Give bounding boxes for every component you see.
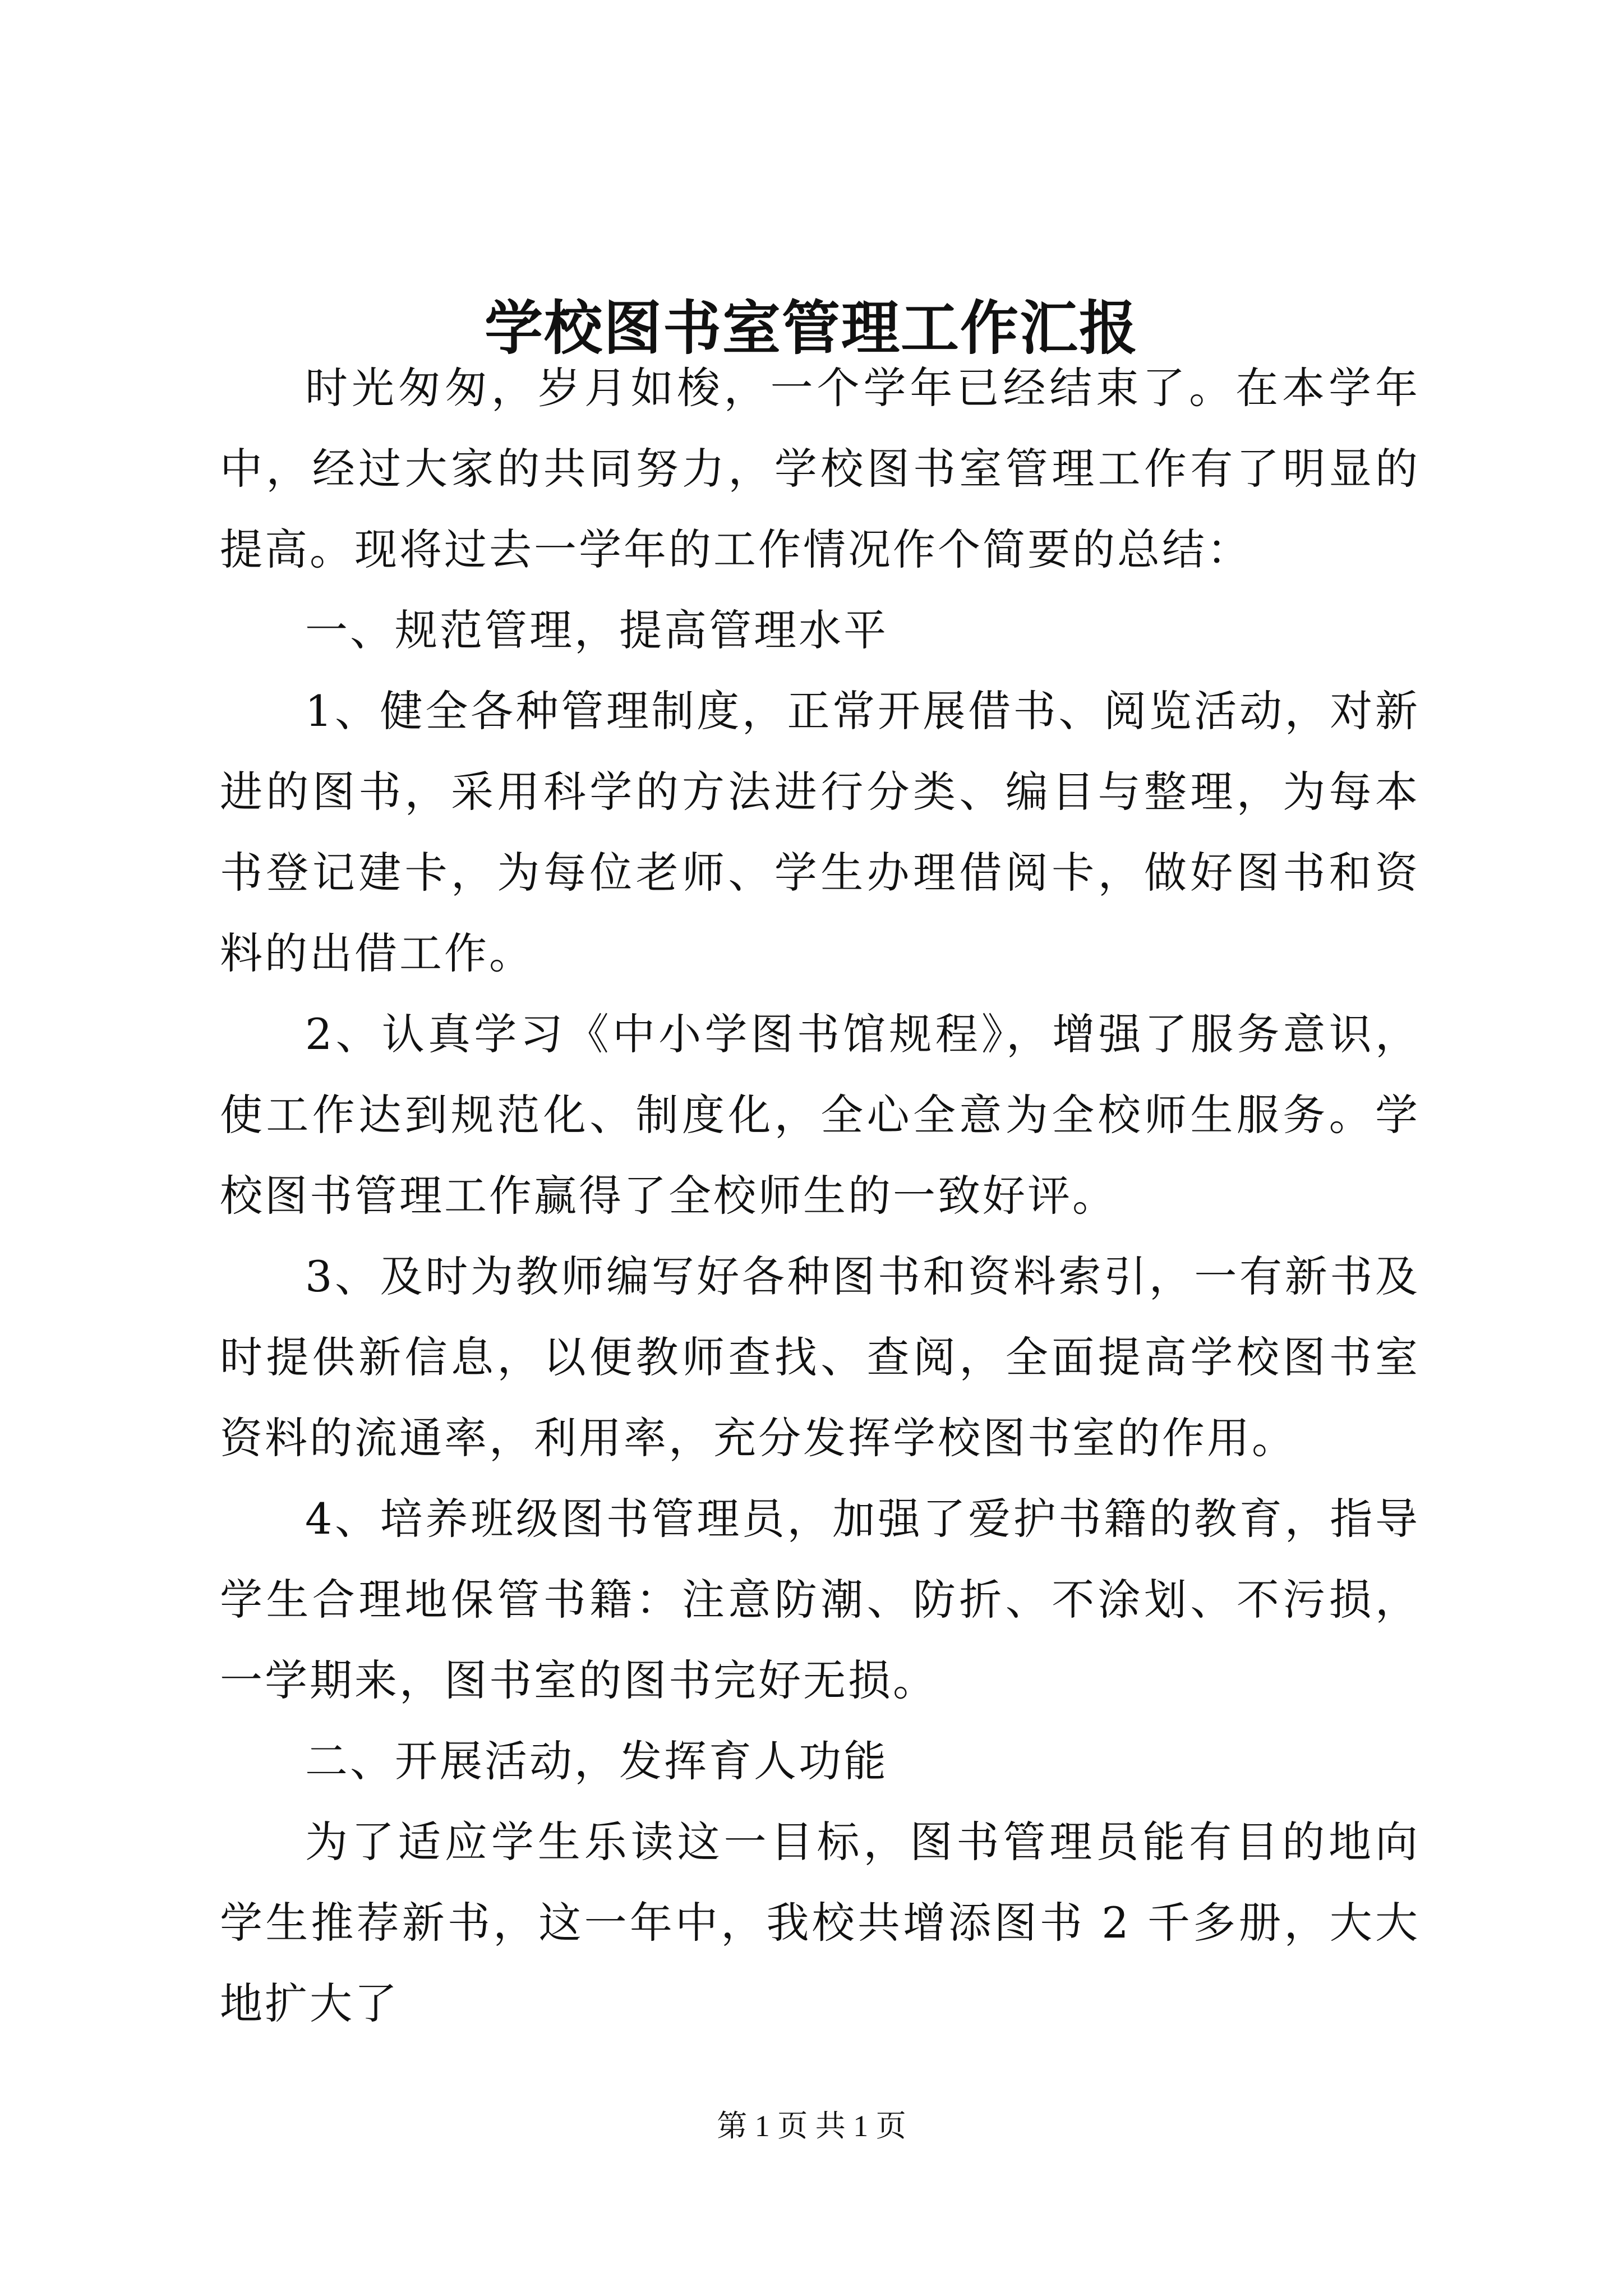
section-heading-2: 二、开展活动，发挥育人功能 [305,1736,888,1786]
document-title: 学校图书室管理工作汇报 [484,293,1138,362]
paragraph-item-1: 1、健全各种管理制度，正常开展借书、阅览活动，对新进的图书，采用科学的方法进行分类、编目与整理，为每本书登记建卡，为每位老师、学生办理借阅卡，做好图书和资料的出借工作。 [220,686,1420,978]
document-body [220,348,1420,2044]
paragraph-item-4: 4、培养班级图书管理员，加强了爱护书籍的教育，指导学生合理地保管书籍：注意防潮、防折、不涂划、不污损，一学期来，图书室的图书完好无损。 [220,1494,1420,1705]
section-heading-1: 一、规范管理，提高管理水平 [305,605,888,655]
paragraph-item-2: 2、认真学习《中小学图书馆规程》，增强了服务意识，使工作达到规范化、制度化，全心全意为全校师生服务。学校图书管理工作赢得了全校师生的一致好评。 [220,1009,1420,1221]
paragraph-activities: 为了适应学生乐读这一目标，图书管理员能有目的地向学生推荐新书，这一年中，我校共增添图书 2 千多册，大大地扩大了 [220,1817,1420,2028]
paragraph-item-3: 3、及时为教师编写好各种图书和资料索引，一有新书及时提供新信息，以便教师查找、查阅，全面提高学校图书室资料的流通率，利用率，充分发挥学校图书室的作用。 [220,1251,1420,1463]
page-footer: 第 1 页 共 1 页 [717,2109,906,2143]
paragraph-intro: 时光匆匆，岁月如梭，一个学年已经结束了。在本学年中，经过大家的共同努力，学校图书室管理工作有了明显的提高。现将过去一学年的工作情况作个简要的总结： [220,363,1420,574]
